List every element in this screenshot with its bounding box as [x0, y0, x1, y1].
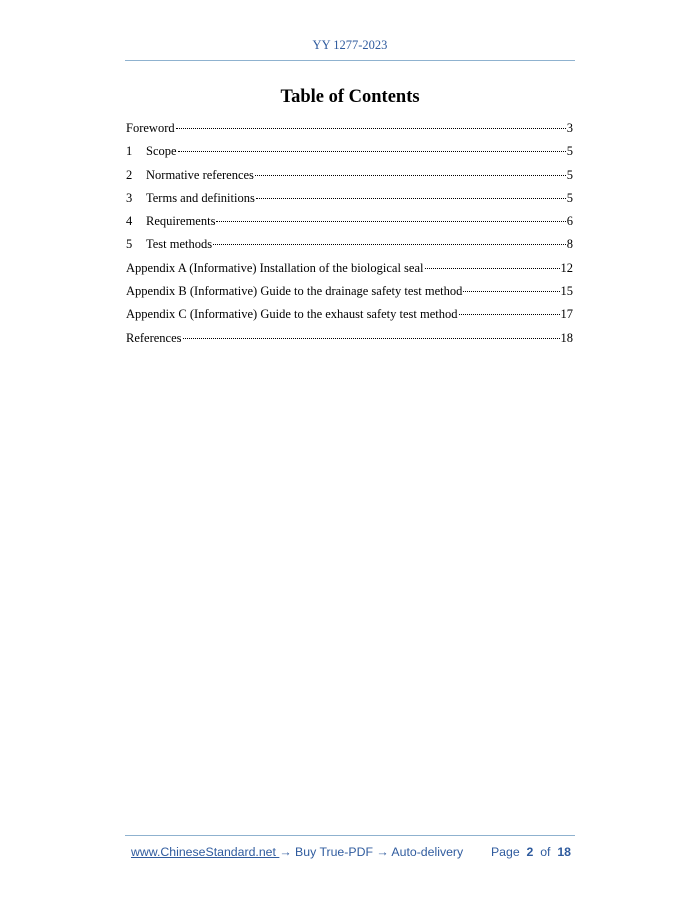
page-footer [131, 845, 571, 859]
toc-entry-page: 6 [566, 214, 573, 229]
toc-entry-page: 3 [566, 121, 573, 135]
page-prefix: Page [490, 845, 520, 859]
toc-entry-appendix-a[interactable] [126, 260, 573, 283]
toc-dot-leader [176, 128, 566, 129]
toc-entry-label: Normative references [146, 167, 254, 182]
footer-tagline: → Buy True-PDF → Auto-delivery [279, 845, 464, 859]
toc-entry-appendix-c[interactable] [126, 306, 573, 329]
footer-divider [125, 835, 575, 836]
toc-entry-terms-and-definitions[interactable] [126, 190, 573, 213]
toc-entry-number: 5 [126, 237, 133, 252]
toc-entry-page: 17 [560, 307, 573, 322]
toc-entry-label: Terms and definitions [146, 190, 255, 205]
toc-dot-leader [459, 314, 560, 315]
toc-entry-page: 5 [566, 190, 573, 205]
toc-entry-label: Requirements [146, 214, 216, 229]
toc-entry-requirements[interactable] [126, 213, 573, 236]
page-current: 2 [526, 845, 534, 859]
toc-entry-page: 18 [560, 330, 573, 345]
site-link[interactable]: www.ChineseStandard.net [131, 845, 280, 859]
toc-entry-label: Appendix A (Informative) Installation of the biological seal [126, 260, 424, 275]
toc-entry-number: 4 [126, 214, 133, 229]
toc-entry-page: 8 [566, 237, 573, 252]
toc-entry-label: Appendix B (Informative) Guide to the drainage safety test method [126, 284, 463, 299]
toc-entry-page: 5 [566, 167, 573, 182]
toc-entry-label: Appendix C (Informative) Guide to the exhaust safety test method [126, 307, 458, 322]
toc-entry-foreword[interactable] [126, 120, 573, 143]
toc-entry-number: 1 [126, 144, 133, 159]
toc-entry-page: 5 [566, 144, 573, 159]
toc-entry-appendix-b[interactable] [126, 283, 573, 306]
toc-dot-leader [255, 175, 566, 176]
running-header: YY 1277-2023 [312, 38, 388, 52]
toc-dot-leader [425, 268, 560, 269]
table-of-contents [126, 120, 573, 353]
toc-dot-leader [183, 338, 560, 339]
header-divider [125, 60, 575, 61]
toc-entry-page: 15 [560, 284, 573, 299]
toc-entry-number: 3 [126, 190, 133, 205]
toc-dot-leader [213, 244, 566, 245]
toc-entry-label: References [126, 330, 182, 345]
page-total: 18 [557, 845, 571, 859]
page-of: of [540, 845, 551, 859]
toc-entry-test-methods[interactable] [126, 236, 573, 259]
toc-dot-leader [256, 198, 566, 199]
toc-entry-label: Test methods [146, 237, 213, 252]
toc-entry-label: Foreword [126, 121, 175, 135]
toc-title: Table of Contents [280, 87, 420, 107]
toc-entry-number: 2 [126, 167, 133, 182]
page-indicator [491, 845, 571, 859]
toc-entry-normative-references[interactable] [126, 167, 573, 190]
toc-entry-page: 12 [560, 260, 573, 275]
toc-entry-label: Scope [146, 144, 177, 159]
toc-dot-leader [216, 221, 565, 222]
toc-entry-scope[interactable] [126, 143, 573, 166]
toc-entry-references[interactable] [126, 330, 573, 353]
toc-dot-leader [178, 151, 566, 152]
toc-dot-leader [463, 291, 559, 292]
